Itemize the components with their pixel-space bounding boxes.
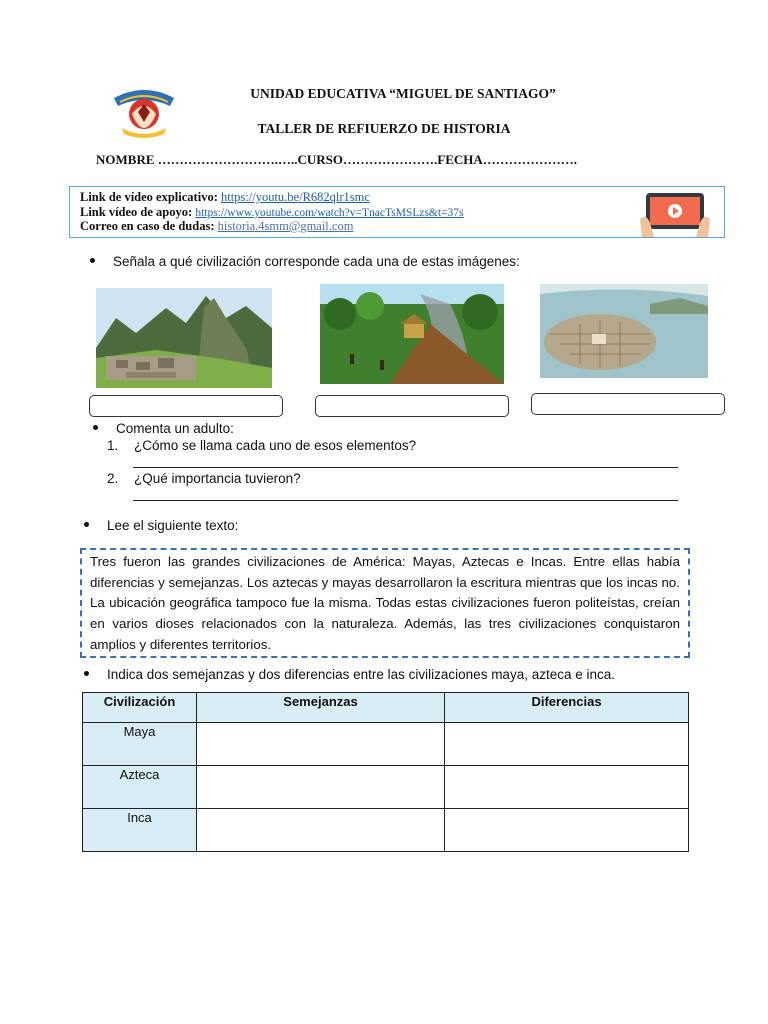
student-fields: NOMBRE ……………………….…..CURSO………………….FECHA…………………. <box>96 152 578 167</box>
table-header-row <box>83 693 689 723</box>
table-row <box>83 723 689 766</box>
support-link-label: Link vídeo de apoyo: <box>80 205 193 219</box>
cell-azteca-semejanzas[interactable] <box>197 766 445 809</box>
maya-village-image <box>320 284 504 384</box>
video-link-label: Link de vídeo explicativo: <box>80 190 218 204</box>
answer-line-1[interactable] <box>133 467 678 468</box>
activity3-text: Lee el siguiente texto: <box>107 518 239 533</box>
header-semejanzas: Semejanzas <box>197 693 445 723</box>
row-label-maya: Maya <box>83 723 197 766</box>
row-label-inca: Inca <box>83 809 197 852</box>
question-2-number: 2. <box>107 471 119 486</box>
question-1 <box>107 438 416 453</box>
reading-text-box <box>80 548 690 658</box>
mail-label: Correo en caso de dudas: <box>80 219 215 233</box>
activity1-instruction <box>90 254 520 269</box>
mail-row <box>80 219 353 234</box>
machu-picchu-image <box>96 288 272 388</box>
cell-inca-diferencias[interactable] <box>445 809 689 852</box>
cell-azteca-diferencias[interactable] <box>445 766 689 809</box>
mail-link[interactable]: historia.4smm@gmail.com <box>217 219 354 233</box>
answer-box-1[interactable] <box>89 395 283 417</box>
row-label-azteca: Azteca <box>83 766 197 809</box>
answer-box-2[interactable] <box>315 395 509 417</box>
activity2-text: Comenta un adulto: <box>116 421 234 436</box>
bullet-dot <box>93 425 98 430</box>
links-box <box>69 186 725 238</box>
answer-line-2[interactable] <box>133 500 678 501</box>
cell-maya-diferencias[interactable] <box>445 723 689 766</box>
answer-box-3[interactable] <box>531 393 725 415</box>
header-civilizacion: Civilización <box>83 693 197 723</box>
support-link-row <box>80 205 464 220</box>
video-link-row <box>80 190 370 205</box>
workshop-title: TALLER DE REFIUERZO DE HISTORIA <box>257 121 511 136</box>
question-2-text: ¿Qué importancia tuvieron? <box>134 471 301 486</box>
bullet-dot <box>90 258 95 263</box>
cell-inca-semejanzas[interactable] <box>197 809 445 852</box>
question-1-text: ¿Cómo se llama cada uno de esos elementos? <box>134 438 417 453</box>
comparison-table <box>82 692 689 852</box>
activity1-text: Señala a qué civilización corresponde cada una de estas imágenes: <box>113 254 520 269</box>
header-diferencias: Diferencias <box>445 693 689 723</box>
cell-maya-semejanzas[interactable] <box>197 723 445 766</box>
question-2 <box>107 471 301 486</box>
bullet-dot <box>84 671 89 676</box>
activity4-instruction <box>84 667 615 682</box>
activity4-text: Indica dos semejanzas y dos diferencias entre las civilizaciones maya, azteca e inca. <box>107 667 616 682</box>
video-link[interactable]: https://youtu.be/R682qlr1smc <box>220 190 370 204</box>
question-1-number: 1. <box>107 438 119 453</box>
tablet-video-icon <box>640 189 710 237</box>
table-row <box>83 766 689 809</box>
reading-text: Tres fueron las grandes civilizaciones de América: Mayas, Aztecas e Incas. Entre ellas había diferencias y semejanzas. Los aztecas y mayas desarrollaron la escritura mientras que los incas no. La ubicación geográfica tampoco fue la misma. Todas estas civilizaciones fueron politeístas, creían en varios dioses relacionados con la naturaleza. Además, las tres civilizaciones conquistaron amplios y diferentes territorios. <box>90 554 680 652</box>
activity3-instruction <box>84 518 238 533</box>
school-title: UNIDAD EDUCATIVA “MIGUEL DE SANTIAGO” <box>250 86 556 101</box>
tenochtitlan-image <box>540 284 708 378</box>
activity2-instruction <box>93 421 234 436</box>
table-row <box>83 809 689 852</box>
bullet-dot <box>84 522 89 527</box>
support-link[interactable]: https://www.youtube.com/watch?v=TnacTsMSLzs&t=37s <box>195 207 464 219</box>
